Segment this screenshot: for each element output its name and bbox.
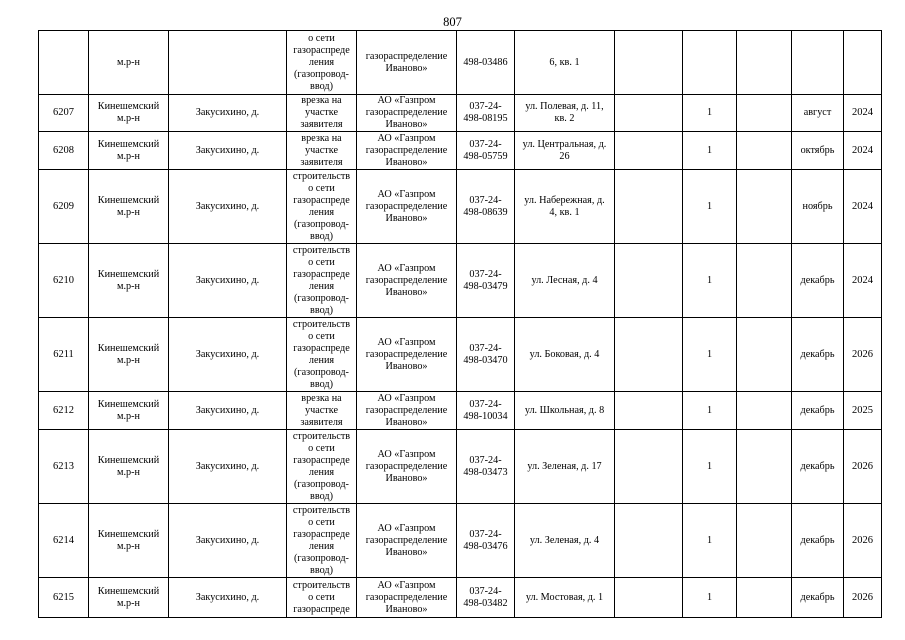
cell-municipality-line: Кинешемский: [97, 268, 160, 280]
cell-address-line: ул. Школьная, д. 8: [524, 404, 605, 416]
cell-operator: [357, 132, 457, 170]
cell-operator-line: Иваново»: [385, 360, 428, 372]
cell-empty: [737, 578, 792, 618]
cell-month: ноябрь: [792, 170, 844, 244]
cell-code: [457, 132, 515, 170]
cell-operator-line: Иваново»: [385, 603, 428, 615]
cell-municipality: м.р-н: [89, 31, 169, 95]
cell-work-type-line: о сети: [308, 516, 335, 528]
cell-municipality-line: м.р-н: [117, 597, 140, 609]
cell-work-type-line: о сети: [308, 591, 335, 603]
cell-operator: [357, 95, 457, 132]
cell-operator: [357, 578, 457, 618]
cell-address: [515, 318, 615, 392]
cell-settlement: Закусихино, д.: [169, 132, 287, 170]
cell-operator: [357, 504, 457, 578]
cell-operator-line: газораспределение: [365, 591, 448, 603]
cell-work-type: [287, 504, 357, 578]
cell-empty: [737, 430, 792, 504]
cell-work-type-line: ления: [308, 354, 335, 366]
cell-operator: [357, 318, 457, 392]
cell-municipality-line: Кинешемский: [97, 101, 160, 112]
cell-year: 2024: [844, 95, 882, 132]
cell-code-line: 498-03476: [463, 540, 508, 552]
cell-settlement: Закусихино, д.: [169, 430, 287, 504]
cell-operator-line: АО «Газпром: [377, 448, 436, 460]
cell-code: [457, 392, 515, 430]
cell-address: [515, 170, 615, 244]
cell-municipality: [89, 132, 169, 170]
cell-work-type-line: врезка на: [301, 132, 342, 144]
cell-work-type-line: газораспреде: [293, 194, 350, 206]
cell-count: [683, 31, 737, 95]
cell-operator-line: газораспределение: [365, 144, 448, 156]
cell-empty: [737, 318, 792, 392]
cell-operator: [357, 244, 457, 318]
cell-work-type-line: (газопровод-: [294, 292, 349, 304]
cell-address-line: ул. Мостовая, д. 1: [525, 591, 604, 603]
cell-code-line: 498-10034: [463, 410, 508, 422]
cell-month: декабрь: [792, 318, 844, 392]
cell-num: 6209: [39, 170, 89, 244]
table-row: [39, 132, 882, 170]
cell-work-type-line: о сети: [308, 256, 335, 268]
cell-work-type-line: заявителя: [300, 416, 343, 428]
cell-operator-line: Иваново»: [385, 472, 428, 484]
cell-address: [515, 430, 615, 504]
cell-operator-line: АО «Газпром: [377, 392, 436, 404]
cell-count: 1: [683, 95, 737, 132]
registry-table: [38, 30, 882, 618]
cell-empty: [615, 132, 683, 170]
cell-empty: [615, 31, 683, 95]
cell-address-line: ул. Лесная, д. 4: [531, 274, 598, 286]
cell-municipality: [89, 95, 169, 132]
cell-empty: [737, 170, 792, 244]
cell-code: [457, 244, 515, 318]
cell-operator-line: газораспределение: [365, 460, 448, 472]
cell-work-type-line: газораспреде: [293, 342, 350, 354]
cell-operator-line: газораспределение: [365, 274, 448, 286]
cell-empty: [737, 132, 792, 170]
cell-operator-line: газораспределение: [365, 534, 448, 546]
cell-code-line: 498-03482: [463, 597, 508, 609]
cell-settlement: Закусихино, д.: [169, 95, 287, 132]
cell-work-type-line: врезка на: [301, 95, 342, 106]
cell-municipality-line: м.р-н: [117, 113, 140, 124]
cell-num: 6214: [39, 504, 89, 578]
cell-work-type-line: о сети: [308, 442, 335, 454]
cell-work-type-line: ввод): [310, 564, 333, 576]
cell-work-type-line: ввод): [310, 378, 333, 390]
cell-municipality: [89, 430, 169, 504]
cell-settlement: Закусихино, д.: [169, 170, 287, 244]
cell-municipality: [89, 504, 169, 578]
cell-code-line: 037-24-: [469, 454, 502, 466]
cell-operator: [357, 392, 457, 430]
cell-empty: [737, 392, 792, 430]
cell-num: 6212: [39, 392, 89, 430]
cell-operator: [357, 430, 457, 504]
cell-address: [515, 132, 615, 170]
cell-operator-line: газораспределение: [365, 107, 448, 118]
cell-num: 6211: [39, 318, 89, 392]
cell-operator-line: АО «Газпром: [377, 188, 436, 200]
cell-year: 2026: [844, 578, 882, 618]
cell-empty: [615, 244, 683, 318]
cell-municipality-line: Кинешемский: [97, 138, 160, 150]
cell-work-type: [287, 392, 357, 430]
cell-address: [515, 578, 615, 618]
cell-operator-line: Иваново»: [385, 212, 428, 224]
cell-num: 6215: [39, 578, 89, 618]
cell-operator-line: АО «Газпром: [377, 579, 436, 591]
cell-municipality-line: Кинешемский: [97, 342, 160, 354]
cell-code-line: 498-05759: [463, 150, 508, 162]
cell-municipality-line: м.р-н: [117, 206, 140, 218]
cell-work-type-line: газораспреде: [293, 603, 350, 615]
cell-count: 1: [683, 170, 737, 244]
cell-code: [457, 504, 515, 578]
cell-municipality: [89, 318, 169, 392]
cell-municipality-line: Кинешемский: [97, 528, 160, 540]
cell-work-type-line: участке: [305, 107, 338, 118]
cell-municipality: [89, 244, 169, 318]
cell-operator: газораспределение Иваново»: [357, 31, 457, 95]
cell-month: [792, 31, 844, 95]
cell-empty: [737, 95, 792, 132]
cell-year: 2026: [844, 318, 882, 392]
cell-month: декабрь: [792, 244, 844, 318]
cell-municipality-line: Кинешемский: [97, 454, 160, 466]
table-row: [39, 578, 882, 618]
cell-work-type: [287, 132, 357, 170]
cell-municipality-line: м.р-н: [117, 466, 140, 478]
table-row: [39, 504, 882, 578]
table-row-continued: [39, 31, 882, 95]
cell-work-type: [287, 578, 357, 618]
cell-empty: [615, 170, 683, 244]
cell-code-line: 037-24-: [469, 138, 502, 150]
cell-work-type-line: ввод): [310, 490, 333, 502]
cell-work-type-line: участке: [305, 144, 338, 156]
cell-month: декабрь: [792, 504, 844, 578]
cell-code-line: 037-24-: [469, 194, 502, 206]
table-row: [39, 170, 882, 244]
cell-year: 2024: [844, 170, 882, 244]
cell-municipality-line: м.р-н: [117, 540, 140, 552]
cell-work-type-line: строительств: [292, 579, 351, 591]
cell-settlement: [169, 31, 287, 95]
cell-municipality-line: Кинешемский: [97, 398, 160, 410]
cell-code: [457, 95, 515, 132]
cell-code: [457, 318, 515, 392]
table-row: [39, 430, 882, 504]
cell-work-type-line: о сети: [308, 330, 335, 342]
cell-operator-line: АО «Газпром: [377, 336, 436, 348]
cell-operator: [357, 170, 457, 244]
cell-year: [844, 31, 882, 95]
cell-count: 1: [683, 430, 737, 504]
cell-operator-line: газораспределение: [365, 404, 448, 416]
cell-municipality-line: м.р-н: [117, 150, 140, 162]
cell-work-type: [287, 430, 357, 504]
cell-operator-line: АО «Газпром: [377, 95, 436, 106]
cell-code-line: 037-24-: [469, 342, 502, 354]
cell-month: декабрь: [792, 430, 844, 504]
cell-work-type-line: строительств: [292, 170, 351, 182]
cell-code: [457, 578, 515, 618]
cell-empty: [615, 430, 683, 504]
cell-code: [457, 430, 515, 504]
cell-work-type-line: (газопровод-: [294, 552, 349, 564]
cell-work-type: [287, 244, 357, 318]
cell-num: 6213: [39, 430, 89, 504]
cell-address: [515, 95, 615, 132]
cell-operator-line: Иваново»: [385, 416, 428, 428]
cell-month: август: [792, 95, 844, 132]
cell-code-line: 498-08639: [463, 206, 508, 218]
cell-work-type-line: ления: [308, 280, 335, 292]
cell-empty: [737, 504, 792, 578]
cell-work-type-line: ввод): [310, 304, 333, 316]
cell-municipality-line: м.р-н: [117, 280, 140, 292]
cell-operator-line: АО «Газпром: [377, 132, 436, 144]
cell-empty: [615, 504, 683, 578]
cell-code: 498-03486: [457, 31, 515, 95]
cell-operator-line: Иваново»: [385, 119, 428, 130]
cell-year: 2026: [844, 430, 882, 504]
cell-month: декабрь: [792, 392, 844, 430]
cell-work-type-line: ления: [308, 466, 335, 478]
cell-address-line: ул. Зеленая, д. 17: [527, 460, 602, 472]
cell-operator-line: АО «Газпром: [377, 522, 436, 534]
cell-address-line: 4, кв. 1: [549, 206, 580, 218]
cell-address: 6, кв. 1: [515, 31, 615, 95]
cell-work-type-line: заявителя: [300, 119, 343, 130]
cell-municipality: [89, 170, 169, 244]
cell-address: [515, 244, 615, 318]
cell-operator-line: газораспределение: [365, 200, 448, 212]
cell-count: 1: [683, 392, 737, 430]
cell-work-type-line: ления: [308, 206, 335, 218]
cell-work-type-line: (газопровод-: [294, 218, 349, 230]
cell-work-type-line: строительств: [292, 318, 351, 330]
cell-empty: [615, 95, 683, 132]
cell-operator-line: газораспределение: [365, 348, 448, 360]
cell-work-type-line: строительств: [292, 244, 351, 256]
cell-address-line: ул. Боковая, д. 4: [529, 348, 600, 360]
cell-year: 2024: [844, 132, 882, 170]
table-row: [39, 318, 882, 392]
cell-code-line: 498-03470: [463, 354, 508, 366]
cell-code-line: 498-03479: [463, 280, 508, 292]
cell-address-line: 26: [559, 150, 570, 162]
cell-empty: [737, 244, 792, 318]
cell-municipality-line: м.р-н: [117, 410, 140, 422]
cell-address-line: ул. Центральная, д.: [522, 138, 607, 150]
cell-operator-line: Иваново»: [385, 546, 428, 558]
cell-code-line: 037-24-: [469, 528, 502, 540]
cell-code-line: 037-24-: [469, 585, 502, 597]
cell-num: [39, 31, 89, 95]
cell-code-line: 498-03473: [463, 466, 508, 478]
cell-operator-line: Иваново»: [385, 156, 428, 168]
cell-empty: [615, 578, 683, 618]
cell-year: 2025: [844, 392, 882, 430]
cell-settlement: Закусихино, д.: [169, 504, 287, 578]
cell-work-type-line: врезка на: [301, 392, 342, 404]
cell-address-line: ул. Зеленая, д. 4: [529, 534, 600, 546]
cell-code-line: 498-08195: [463, 113, 508, 124]
cell-settlement: Закусихино, д.: [169, 578, 287, 618]
cell-work-type-line: (газопровод-: [294, 366, 349, 378]
cell-work-type-line: участке: [305, 404, 338, 416]
cell-count: 1: [683, 132, 737, 170]
cell-operator-line: Иваново»: [385, 286, 428, 298]
cell-settlement: Закусихино, д.: [169, 244, 287, 318]
cell-work-type: о сети газораспреде ления (газопровод- ввод): [287, 31, 357, 95]
cell-num: 6208: [39, 132, 89, 170]
cell-municipality-line: Кинешемский: [97, 585, 160, 597]
cell-num: 6210: [39, 244, 89, 318]
cell-code-line: 037-24-: [469, 101, 502, 112]
cell-code-line: 037-24-: [469, 268, 502, 280]
cell-address: [515, 392, 615, 430]
cell-year: 2024: [844, 244, 882, 318]
cell-count: 1: [683, 244, 737, 318]
cell-municipality-line: Кинешемский: [97, 194, 160, 206]
cell-empty: [737, 31, 792, 95]
cell-num: 6207: [39, 95, 89, 132]
cell-work-type-line: газораспреде: [293, 268, 350, 280]
cell-municipality: [89, 392, 169, 430]
cell-work-type-line: газораспреде: [293, 454, 350, 466]
table-row: [39, 392, 882, 430]
cell-municipality: [89, 578, 169, 618]
cell-settlement: Закусихино, д.: [169, 392, 287, 430]
cell-work-type-line: строительств: [292, 504, 351, 516]
cell-work-type: [287, 95, 357, 132]
cell-settlement: Закусихино, д.: [169, 318, 287, 392]
cell-work-type-line: ления: [308, 540, 335, 552]
cell-address-line: ул. Полевая, д. 11,: [525, 101, 604, 112]
cell-month: октябрь: [792, 132, 844, 170]
cell-operator-line: АО «Газпром: [377, 262, 436, 274]
table-row: [39, 95, 882, 132]
cell-work-type: [287, 170, 357, 244]
cell-code-line: 037-24-: [469, 398, 502, 410]
cell-municipality-line: м.р-н: [117, 354, 140, 366]
cell-code: [457, 170, 515, 244]
cell-address: [515, 504, 615, 578]
table-row: [39, 244, 882, 318]
table-body: [39, 31, 882, 618]
cell-work-type-line: строительств: [292, 430, 351, 442]
cell-work-type-line: газораспреде: [293, 528, 350, 540]
cell-work-type-line: о сети: [308, 182, 335, 194]
cell-empty: [615, 318, 683, 392]
cell-work-type-line: (газопровод-: [294, 478, 349, 490]
cell-count: 1: [683, 504, 737, 578]
cell-count: 1: [683, 578, 737, 618]
page-number: 807: [443, 15, 462, 29]
cell-address-line: ул. Набережная, д.: [524, 194, 605, 206]
cell-year: 2026: [844, 504, 882, 578]
cell-empty: [615, 392, 683, 430]
cell-address-line: кв. 2: [554, 113, 575, 124]
cell-count: 1: [683, 318, 737, 392]
cell-work-type: [287, 318, 357, 392]
cell-work-type-line: ввод): [310, 230, 333, 242]
cell-month: декабрь: [792, 578, 844, 618]
cell-work-type-line: заявителя: [300, 156, 343, 168]
